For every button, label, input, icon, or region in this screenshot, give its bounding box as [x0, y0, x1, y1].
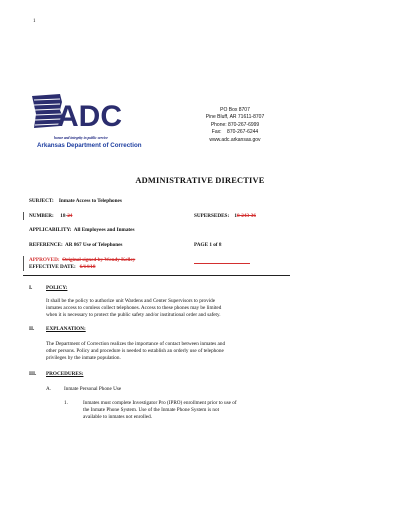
number-struck: 24 [67, 213, 73, 219]
text-line: other persons. Policy and procedure is needed to establish an orderly use of telephone [46, 348, 224, 354]
supersedes-field [194, 213, 256, 219]
item-number: 1. [64, 400, 68, 406]
subsection-title: Inmate Personal Phone Use [64, 386, 122, 392]
text-line: privileges by the inmate population. [46, 355, 121, 361]
supersedes-struck: 8-243-36 [236, 213, 256, 219]
signature-line [194, 263, 250, 264]
approved-field [29, 257, 135, 263]
reference-value: AR 867 Use of Telephones [65, 242, 123, 248]
website-line: www.adc.arkansas.gov [209, 136, 261, 143]
text-line: when it is necessary to protect the public safety and/or institutional order and safety. [46, 312, 221, 318]
section-number: II. [29, 326, 35, 332]
section-number: III. [29, 371, 37, 377]
address-line: Pine Bluff, AR 71611-8707 [205, 114, 265, 121]
applicability-value: All Employees and Inmates [73, 227, 135, 233]
page-number: 1 [33, 19, 36, 24]
change-bar [23, 212, 24, 220]
effective-label: EFFECTIVE DATE: [29, 264, 76, 270]
subject-field [29, 198, 122, 204]
applicability-label: APPLICABILITY: [29, 227, 72, 233]
fax-line: Fax: 870-267-6244 [211, 129, 259, 136]
text-line: The Department of Correction realizes the importance of contact between inmates and [46, 341, 226, 347]
approved-label: APPROVED: [29, 257, 60, 263]
text-line: inmates access to comless collect telephones. Access to these phones may be limited [46, 305, 222, 311]
number-label: NUMBER: [29, 213, 54, 219]
number-value: 18- [60, 213, 68, 219]
logo-letters: ADC [57, 100, 122, 133]
logo-motto: honor and integrity in public service [54, 136, 108, 140]
supersedes-value: 1 [234, 213, 237, 219]
phone-line: Phone: 870-267-6999 [210, 121, 260, 128]
change-bar [23, 256, 24, 271]
explanation-paragraph [46, 341, 225, 362]
document-title: ADMINISTRATIVE DIRECTIVE [135, 176, 265, 185]
approved-struck: Original signed by Wendy Kelley [62, 257, 136, 263]
text-line: It shall be the policy to authorize unit Wardens and Center Supervisors to provide [46, 298, 216, 304]
address-line: PO Box 8707 [220, 107, 250, 113]
number-field [29, 213, 72, 219]
header-divider [23, 275, 290, 276]
section-number: I. [29, 285, 33, 291]
text-line: Inmates must complete Investigator Pro (IPRO) enrollment prior to use of [83, 400, 237, 406]
effective-date-field [29, 264, 96, 270]
supersedes-label: SUPERSEDES: [194, 213, 230, 219]
subject-value: Inmate Access to Telephones [58, 198, 122, 204]
text-line: the Inmate Phone System. Use of the Inmate Phone System is not [83, 407, 220, 413]
effective-struck: 6/14/18 [79, 264, 96, 270]
subject-label: SUBJECT: [29, 198, 54, 204]
text-line: available to inmates not enrolled. [83, 414, 153, 420]
reference-field [29, 242, 122, 248]
department-name: Arkansas Department of Correction [37, 142, 142, 149]
policy-paragraph [46, 298, 221, 319]
reference-label: REFERENCE: [29, 242, 63, 248]
contact-address [180, 107, 290, 144]
section-title-policy: POLICY: [46, 285, 68, 291]
page-count: PAGE 1 of 8 [194, 242, 222, 248]
subsection-letter: A. [46, 386, 52, 392]
applicability-field [29, 227, 134, 233]
section-title-procedures: PROCEDURES: [46, 371, 84, 377]
section-title-explanation: EXPLANATION: [46, 326, 86, 332]
item-paragraph [83, 400, 237, 421]
